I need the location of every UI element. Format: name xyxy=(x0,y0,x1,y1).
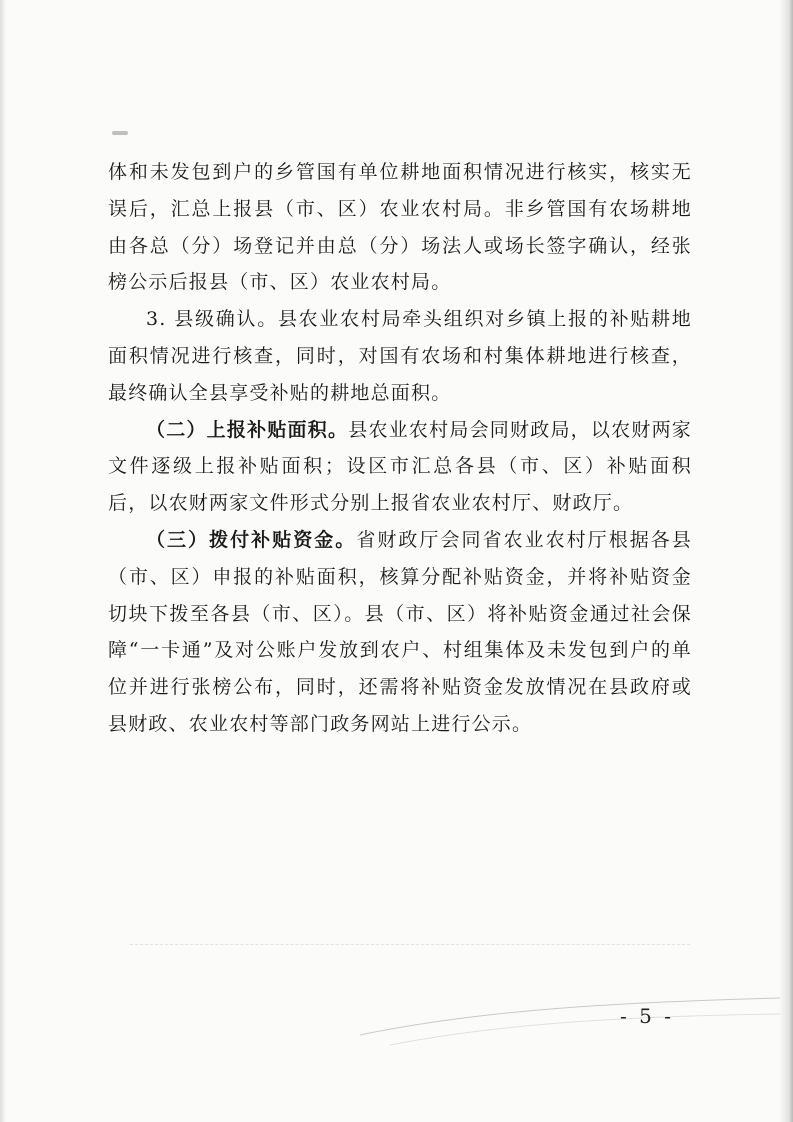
scan-edge xyxy=(779,0,793,1122)
paragraph-4-text: 省财政厅会同省农业农村厅根据各县（市、区）申报的补贴面积，核算分配补贴资金，并将补贴资金切块下拨至各县（市、区）。县（市、区）将补贴资金通过社会保障“一卡通”及对公账户发放到农户、村组集体及未发包到户的单位并进行张榜公布，同时，还需将补贴资金发放情况在县政府或县财政、农业农村等部门政务网站上进行公示。 xyxy=(108,528,692,735)
page-number: - 5 - xyxy=(620,1004,674,1028)
bleed-through xyxy=(130,944,690,957)
document-body xyxy=(108,154,692,743)
paragraph-2-text: 县农业农村局牵头组织对乡镇上报的补贴耕地面积情况进行核查，同时，对国有农场和村集体耕地进行核查，最终确认全县享受补贴的耕地总面积。 xyxy=(108,308,692,404)
paragraph-1: 体和未发包到户的乡管国有单位耕地面积情况进行核实，核实无误后，汇总上报县（市、区）农业农村局。非乡管国有农场耕地由各总（分）场登记并由总（分）场法人或场长签字确认，经张榜公示后报县（市、区）农业农村局。 xyxy=(108,161,692,294)
paragraph-3 xyxy=(108,412,692,522)
paragraph-2 xyxy=(108,301,692,411)
scan-smudge xyxy=(112,131,128,135)
paper-curl xyxy=(360,990,780,1050)
section-heading-3: （三）拨付补贴资金。 xyxy=(146,528,357,551)
paragraph-2-heading: 3. 县级确认。 xyxy=(146,308,278,331)
paragraph-4 xyxy=(108,522,692,743)
scan-edge xyxy=(0,0,6,1122)
paragraph-3-text: 县农业农村局会同财政局，以农财两家文件逐级上报补贴面积；设区市汇总各县（市、区）补贴面积后，以农财两家文件形式分别上报省农业农村厅、财政厅。 xyxy=(108,418,692,515)
section-heading-2: （二）上报补贴面积。 xyxy=(146,418,349,441)
